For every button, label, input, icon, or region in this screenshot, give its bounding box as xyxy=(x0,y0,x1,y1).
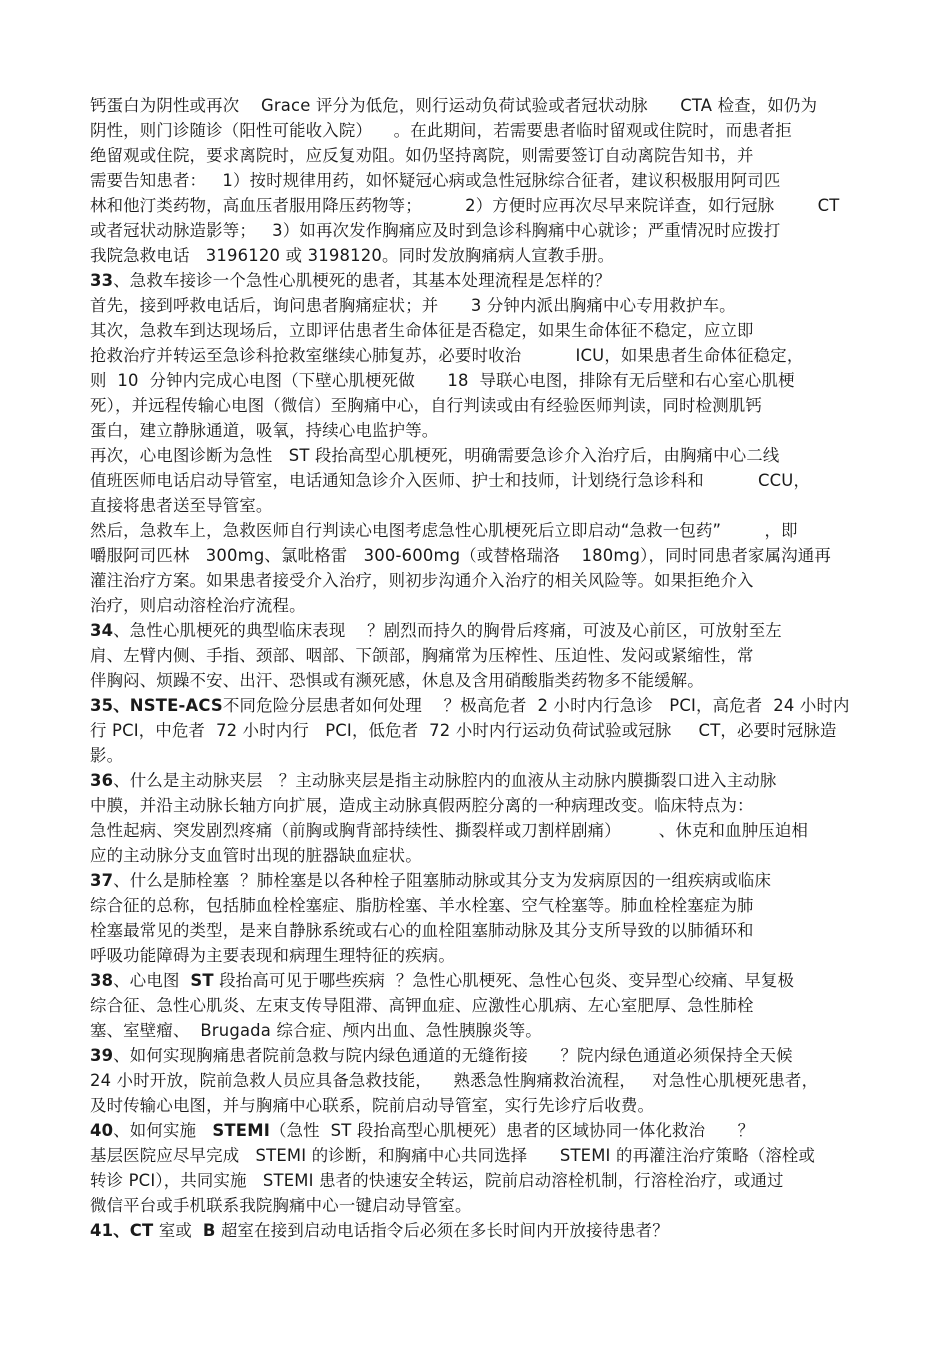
question-line-33 xyxy=(90,268,870,293)
line-text: 需要告知患者： 1）按时规律用药，如怀疑冠心病或急性冠脉综合征者，建议积极服用阿司匹 xyxy=(90,171,781,190)
text-line xyxy=(90,493,870,518)
bold-term: ST xyxy=(190,971,214,990)
text-line xyxy=(90,1068,870,1093)
bold-term: STEMI xyxy=(212,1121,270,1140)
line-text: 塞、室壁瘤、 Brugada 综合症、颅内出血、急性胰腺炎等。 xyxy=(90,1021,542,1040)
line-text: 综合征、急性心肌炎、左束支传导阻滞、高钾血症、应激性心肌病、左心室肥厚、急性肺栓 xyxy=(90,996,754,1015)
question-number: 33 xyxy=(90,271,114,290)
line-text: 24 小时开放，院前急救人员应具备急救技能， 熟悉急性胸痛救治流程， 对急性心肌梗死患者， xyxy=(90,1071,819,1090)
line-text: 然后，急救车上，急救医师自行判读心电图考虑急性心肌梗死后立即启动“急救一包药” ，即 xyxy=(90,521,798,540)
line-text: 钙蛋白为阴性或再次 Grace 评分为低危，则行运动负荷试验或者冠状动脉 CTA 检查，如仍为 xyxy=(90,96,818,115)
text-line xyxy=(90,793,870,818)
line-text: 我院急救电话 3196120 或 3198120。同时发放胸痛病人宣教手册。 xyxy=(90,246,615,265)
line-text: 、急性心肌梗死的典型临床表现 ？剧烈而持久的胸骨后疼痛，可波及心前区，可放射至左 xyxy=(113,621,782,640)
question-number: 38 xyxy=(90,971,114,990)
text-line xyxy=(90,1093,870,1118)
text-line xyxy=(90,318,870,343)
line-text: 急性起病、突发剧烈疼痛（前胸或胸背部持续性、撕裂样或刀割样剧痛） 、休克和血肿压迫相 xyxy=(90,821,809,840)
text-line xyxy=(90,943,870,968)
line-text: 微信平台或手机联系我院胸痛中心一键启动导管室。 xyxy=(90,1196,472,1215)
text-line xyxy=(90,343,870,368)
line-text: 伴胸闷、烦躁不安、出汗、恐惧或有濒死感，休息及含用硝酸脂类药物多不能缓解。 xyxy=(90,671,704,690)
question-line-36 xyxy=(90,768,870,793)
text-line xyxy=(90,368,870,393)
line-text: 超室在接到启动电话指令后必须在多长时间内开放接待患者？ xyxy=(215,1221,669,1240)
text-line xyxy=(90,568,870,593)
line-text: 林和他汀类药物，高血压者服用降压药物等； 2）方便时应再次尽早来院详查，如行冠脉 CT xyxy=(90,196,840,215)
question-line-40 xyxy=(90,1118,870,1143)
line-text: 、什么是肺栓塞 ？肺栓塞是以各种栓子阻塞肺动脉或其分支为发病原因的一组疾病或临床 xyxy=(113,871,772,890)
line-text: 中膜，并沿主动脉长轴方向扩展，造成主动脉真假两腔分离的一种病理改变。临床特点为： xyxy=(90,796,754,815)
text-line xyxy=(90,818,870,843)
line-text: 应的主动脉分支血管时出现的脏器缺血症状。 xyxy=(90,846,422,865)
text-line xyxy=(90,918,870,943)
line-text: 死），并远程传输心电图（微信）至胸痛中心，自行判读或由有经验医师判读，同时检测肌钙 xyxy=(90,396,763,415)
text-line xyxy=(90,593,870,618)
question-line-41 xyxy=(90,1218,870,1243)
text-line xyxy=(90,243,870,268)
text-line xyxy=(90,718,870,743)
question-number: 37 xyxy=(90,871,114,890)
text-line xyxy=(90,418,870,443)
line-text: 栓塞最常见的类型，是来自静脉系统或右心的血栓阻塞肺动脉及其分支所导致的以肺循环和 xyxy=(90,921,754,940)
line-text: 则 10 分钟内完成心电图（下壁心肌梗死做 18 导联心电图，排除有无后壁和右心室心肌梗 xyxy=(90,371,795,390)
question-line-37 xyxy=(90,868,870,893)
question-line-38 xyxy=(90,968,870,993)
line-text: 及时传输心电图，并与胸痛中心联系，院前启动导管室，实行先诊疗后收费。 xyxy=(90,1096,655,1115)
text-line xyxy=(90,393,870,418)
text-line xyxy=(90,468,870,493)
text-line xyxy=(90,168,870,193)
line-text: 嚼服阿司匹林 300mg、氯吡格雷 300-600mg（或替格瑞洛 180mg），同时同患者家属沟通再 xyxy=(90,546,831,565)
text-line xyxy=(90,443,870,468)
line-text: 室或 xyxy=(153,1221,203,1240)
text-line xyxy=(90,143,870,168)
text-line xyxy=(90,743,870,768)
line-text: 蛋白，建立静脉通道，吸氧，持续心电监护等。 xyxy=(90,421,439,440)
question-number: 36 xyxy=(90,771,114,790)
line-text: 抢救治疗并转运至急诊科抢救室继续心肺复苏，必要时收治 ICU，如果患者生命体征稳定， xyxy=(90,346,804,365)
line-text: 再次，心电图诊断为急性 ST 段抬高型心肌梗死，明确需要急诊介入治疗后，由胸痛中心二线 xyxy=(90,446,780,465)
text-line xyxy=(90,118,870,143)
document-body xyxy=(90,93,870,1243)
line-text: 、急救车接诊一个急性心肌梗死的患者，其基本处理流程是怎样的？ xyxy=(113,271,611,290)
question-number: 41 xyxy=(90,1221,114,1240)
line-text: （急性 ST 段抬高型心肌梗死）患者的区域协同一体化救治 ？ xyxy=(270,1121,755,1140)
bold-term: 、CT xyxy=(113,1221,154,1240)
line-text: 行 PCI，中危者 72 小时内行 PCI，低危者 72 小时内行运动负荷试验或冠脉 CT，必要时冠脉造 xyxy=(90,721,837,740)
bold-term: 、NSTE-ACS xyxy=(113,696,223,715)
line-text: 转诊 PCI），共同实施 STEMI 患者的快速安全转运，院前启动溶栓机制，行溶栓治疗，或通过 xyxy=(90,1171,784,1190)
line-text: 首先，接到呼救电话后，询问患者胸痛症状；并 3 分钟内派出胸痛中心专用救护车。 xyxy=(90,296,736,315)
text-line xyxy=(90,643,870,668)
question-number: 35 xyxy=(90,696,114,715)
line-text: 肩、左臂内侧、手指、颈部、咽部、下颌部，胸痛常为压榨性、压迫性、发闷或紧缩性，常 xyxy=(90,646,754,665)
text-line xyxy=(90,518,870,543)
line-text: 或者冠状动脉造影等； 3）如再次发作胸痛应及时到急诊科胸痛中心就诊；严重情况时应拨打 xyxy=(90,221,781,240)
text-line xyxy=(90,1018,870,1043)
text-line xyxy=(90,1193,870,1218)
line-text: 直接将患者送至导管室。 xyxy=(90,496,273,515)
question-number: 39 xyxy=(90,1046,114,1065)
question-number: 34 xyxy=(90,621,114,640)
line-text: 治疗，则启动溶栓治疗流程。 xyxy=(90,596,306,615)
line-text: 、什么是主动脉夹层 ？主动脉夹层是指主动脉腔内的血液从主动脉内膜撕裂口进入主动脉 xyxy=(113,771,777,790)
line-text: 其次，急救车到达现场后，立即评估患者生命体征是否稳定，如果生命体征不稳定，应立即 xyxy=(90,321,754,340)
text-line xyxy=(90,193,870,218)
text-line xyxy=(90,993,870,1018)
question-line-35 xyxy=(90,693,870,718)
text-line xyxy=(90,1143,870,1168)
question-line-39 xyxy=(90,1043,870,1068)
line-text: 呼吸功能障碍为主要表现和病理生理特征的疾病。 xyxy=(90,946,455,965)
text-line xyxy=(90,543,870,568)
question-line-34 xyxy=(90,618,870,643)
text-line xyxy=(90,293,870,318)
text-line xyxy=(90,218,870,243)
line-text: 影。 xyxy=(90,746,124,765)
bold-term: B xyxy=(202,1221,216,1240)
line-text: 基层医院应尽早完成 STEMI 的诊断，和胸痛中心共同选择 STEMI 的再灌注治疗策略（溶栓或 xyxy=(90,1146,816,1165)
line-text: 灌注治疗方案。如果患者接受介入治疗，则初步沟通介入治疗的相关风险等。如果拒绝介入 xyxy=(90,571,754,590)
text-line xyxy=(90,843,870,868)
line-text: 、如何实现胸痛患者院前急救与院内绿色通道的无缝衔接 ？院内绿色通道必须保持全天候 xyxy=(113,1046,793,1065)
line-text: 、如何实施 xyxy=(113,1121,213,1140)
line-text: 绝留观或住院，要求离院时，应反复劝阻。如仍坚持离院，则需要签订自动离院告知书，并 xyxy=(90,146,754,165)
line-text: 综合征的总称，包括肺血栓栓塞症、脂肪栓塞、羊水栓塞、空气栓塞等。肺血栓栓塞症为肺 xyxy=(90,896,754,915)
text-line xyxy=(90,93,870,118)
question-number: 40 xyxy=(90,1121,114,1140)
line-text: 值班医师电话启动导管室，电话通知急诊介入医师、护士和技师，计划绕行急诊科和 CCU， xyxy=(90,471,811,490)
line-text: 不同危险分层患者如何处理 ？极高危者 2 小时内行急诊 PCI，高危者 24 小时内 xyxy=(222,696,850,715)
line-text: 段抬高可见于哪些疾病 ？急性心肌梗死、急性心包炎、变异型心绞痛、早复极 xyxy=(213,971,795,990)
line-text: 阴性，则门诊随诊（阳性可能收入院） 。在此期间，若需要患者临时留观或住院时，而患者拒 xyxy=(90,121,792,140)
text-line xyxy=(90,668,870,693)
text-line xyxy=(90,1168,870,1193)
text-line xyxy=(90,893,870,918)
line-text: 、心电图 xyxy=(113,971,191,990)
